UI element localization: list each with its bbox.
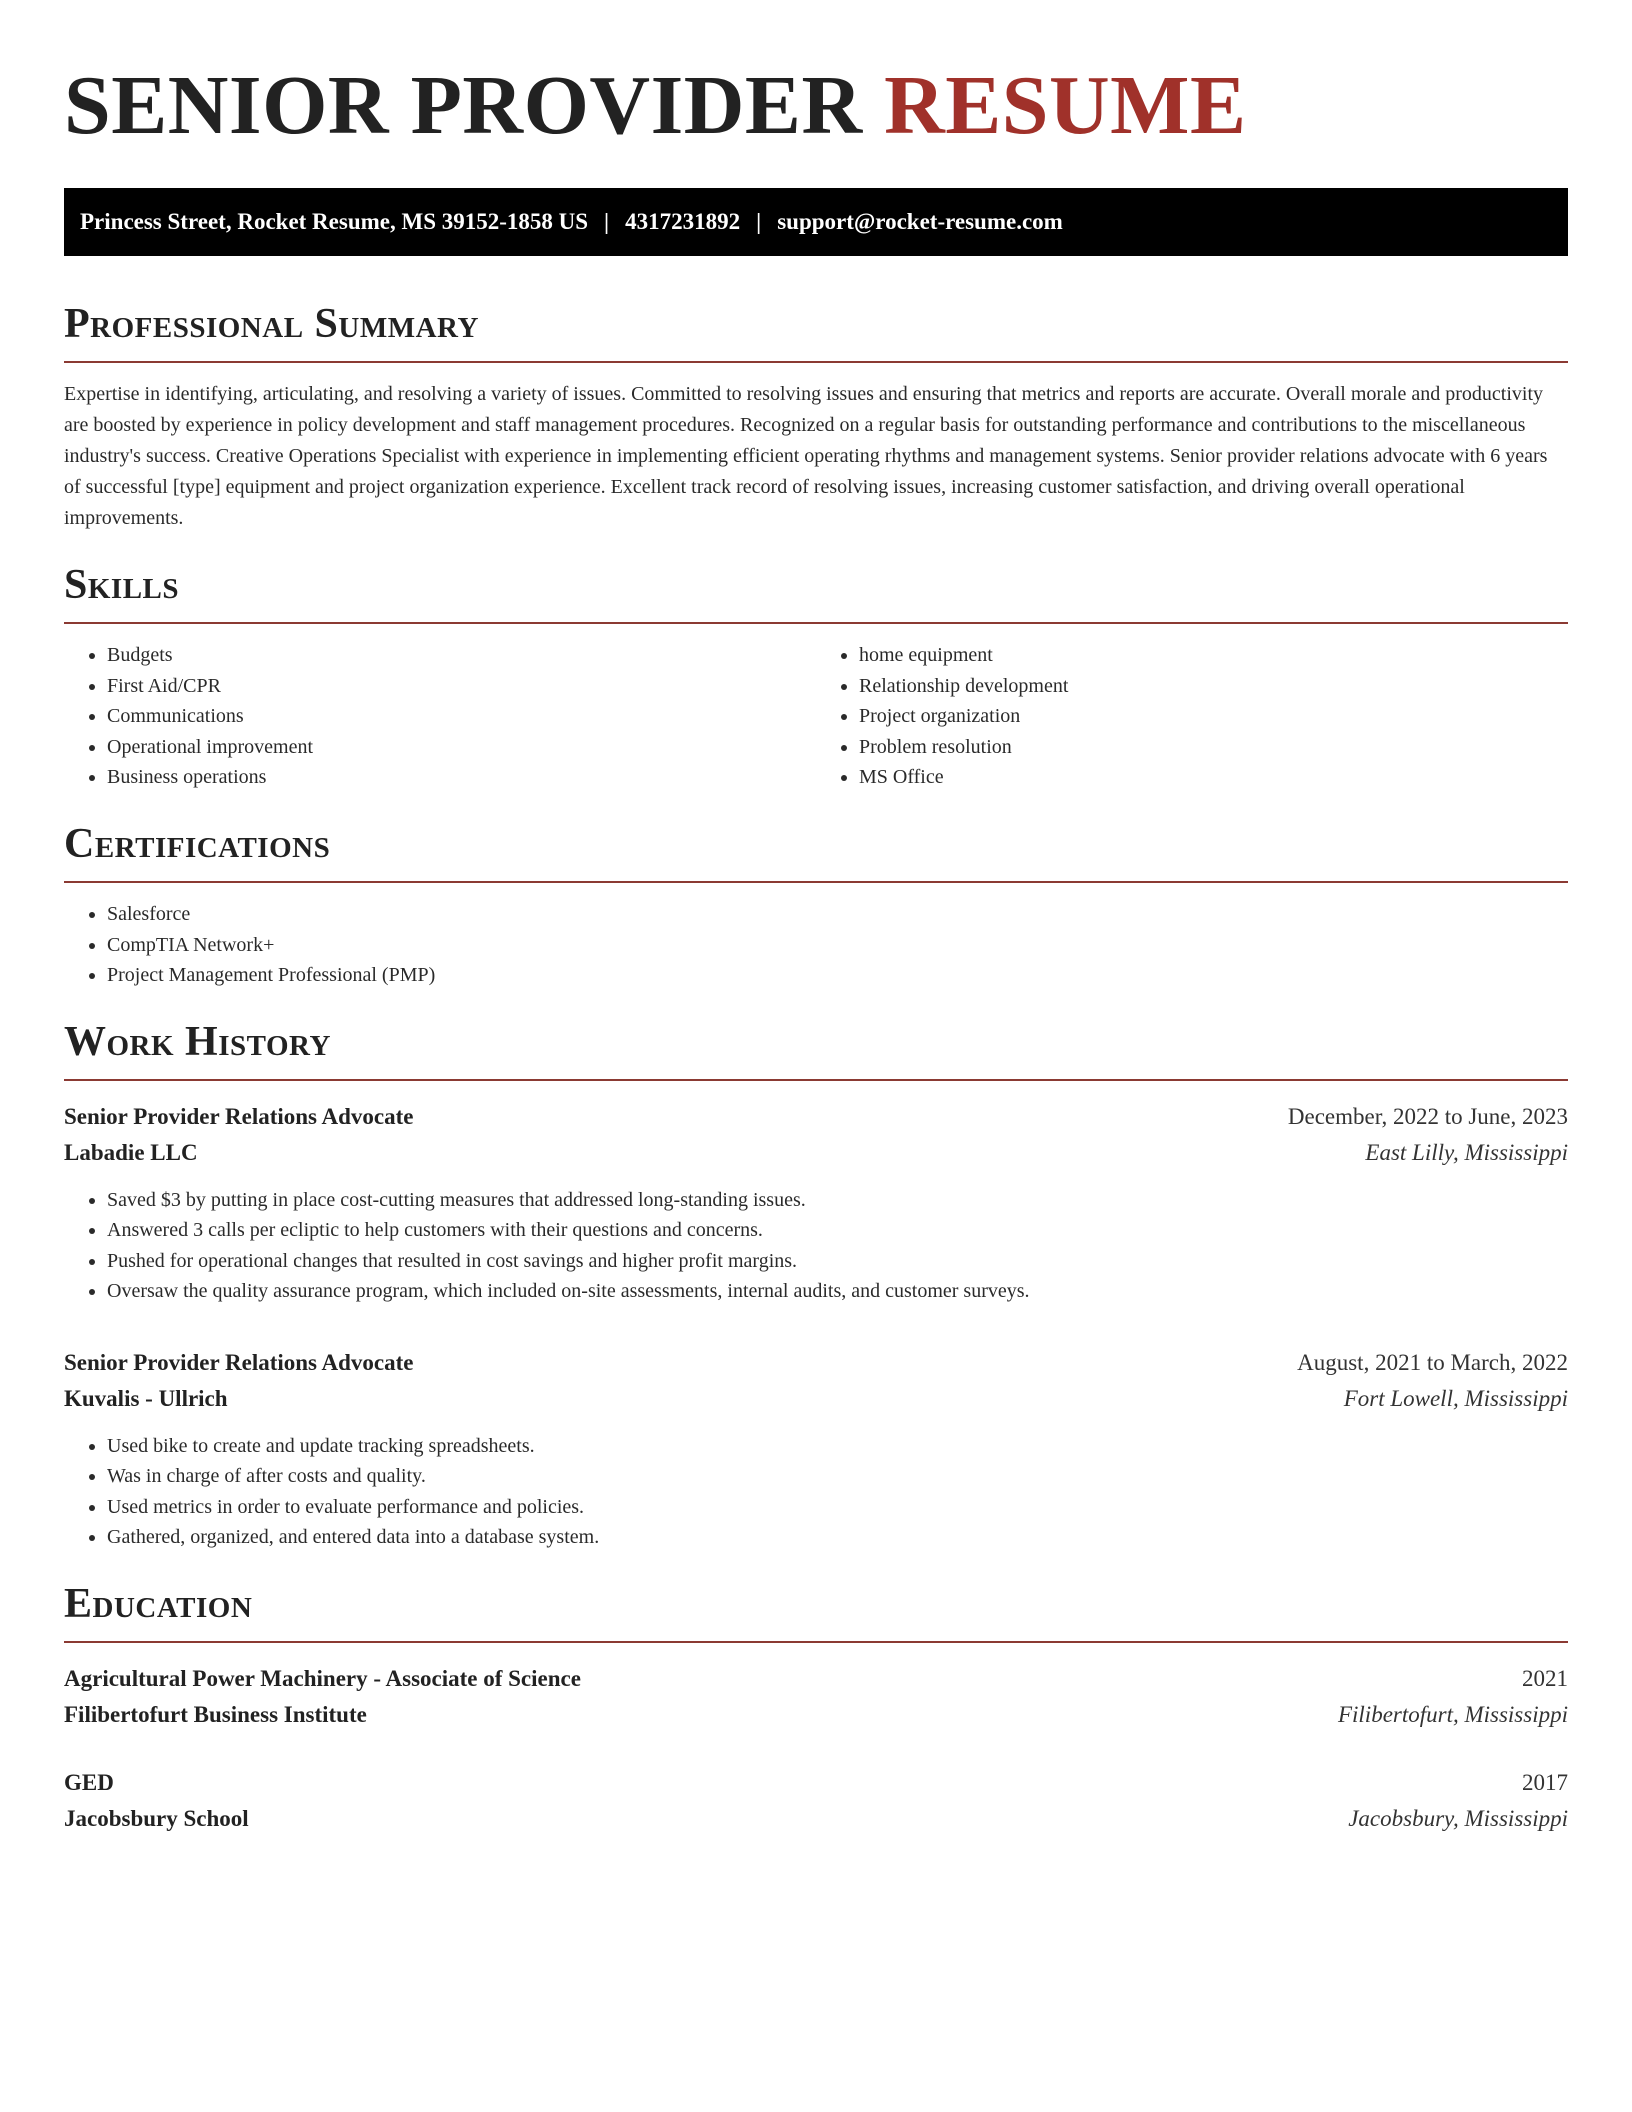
job-duties-list bbox=[64, 1431, 1568, 1553]
education-school-row bbox=[64, 1697, 1568, 1733]
skill-item: • home equipment bbox=[859, 640, 1568, 671]
job-dates: August, 2021 to March, 2022 bbox=[1297, 1349, 1568, 1375]
skills-section bbox=[64, 562, 1568, 793]
education-section bbox=[64, 1581, 1568, 1837]
summary-heading: Professional Summary bbox=[64, 301, 479, 347]
education-location: Filibertofurt, Mississippi bbox=[1337, 1701, 1568, 1727]
job-company: Kuvalis - Ullrich bbox=[64, 1385, 228, 1411]
job-company: Labadie LLC bbox=[64, 1139, 198, 1165]
job-company-row bbox=[64, 1381, 1568, 1417]
job-duty: • Answered 3 calls per ecliptic to help customers with their questions and concerns. bbox=[107, 1215, 1568, 1246]
section-divider bbox=[64, 1079, 1568, 1081]
education-entry bbox=[64, 1661, 1568, 1733]
job-duty: • Oversaw the quality assurance program, which included on-site assessments, internal audits, and customer surveys. bbox=[107, 1276, 1568, 1307]
job-duty: • Saved $3 by putting in place cost-cutting measures that addressed long-standing issues. bbox=[107, 1185, 1568, 1216]
education-year: 2021 bbox=[1522, 1665, 1568, 1691]
job-entry bbox=[64, 1099, 1568, 1307]
job-duty: • Used metrics in order to evaluate performance and policies. bbox=[107, 1492, 1568, 1523]
job-title: Senior Provider Relations Advocate bbox=[64, 1103, 414, 1129]
work-history-section bbox=[64, 1019, 1568, 1553]
job-location: East Lilly, Mississippi bbox=[1365, 1139, 1568, 1165]
education-degree: Agricultural Power Machinery - Associate of Science bbox=[64, 1665, 581, 1691]
job-duty: • Used bike to create and update tracking spreadsheets. bbox=[107, 1431, 1568, 1462]
title-accent: RESUME bbox=[884, 59, 1247, 152]
contact-address: Princess Street, Rocket Resume, MS 39152-1858 US bbox=[80, 209, 589, 234]
job-duties-list bbox=[64, 1185, 1568, 1307]
certification-item: • Salesforce bbox=[107, 899, 1568, 930]
certifications-heading: Certifications bbox=[64, 820, 331, 867]
job-header-row bbox=[64, 1099, 1568, 1135]
job-dates: December, 2022 to June, 2023 bbox=[1287, 1103, 1568, 1129]
section-divider bbox=[64, 881, 1568, 883]
contact-separator: | bbox=[756, 209, 762, 234]
summary-section bbox=[64, 301, 1568, 534]
education-degree: GED bbox=[64, 1769, 114, 1795]
skill-item: • Budgets bbox=[107, 640, 816, 671]
skill-item: • MS Office bbox=[859, 762, 1568, 793]
resume-title bbox=[64, 59, 1568, 152]
job-company-row bbox=[64, 1135, 1568, 1171]
work-history-heading: Work History bbox=[64, 1018, 331, 1065]
certification-item: • Project Management Professional (PMP) bbox=[107, 960, 1568, 991]
certifications-list bbox=[64, 899, 1568, 991]
certification-item: • CompTIA Network+ bbox=[107, 930, 1568, 961]
contact-bar bbox=[64, 188, 1568, 256]
skills-list-left bbox=[64, 640, 816, 793]
education-heading: Education bbox=[64, 1580, 253, 1627]
skill-item: • Problem resolution bbox=[859, 732, 1568, 763]
skill-item: • Project organization bbox=[859, 701, 1568, 732]
skills-columns bbox=[64, 624, 1568, 793]
job-duty: • Was in charge of after costs and quality. bbox=[107, 1461, 1568, 1492]
skills-heading: Skills bbox=[64, 562, 180, 609]
education-school: Jacobsbury School bbox=[64, 1805, 249, 1831]
skills-list-right bbox=[816, 640, 1568, 793]
job-header-row bbox=[64, 1345, 1568, 1381]
job-duty: • Pushed for operational changes that resulted in cost savings and higher profit margins. bbox=[107, 1246, 1568, 1277]
contact-phone: 4317231892 bbox=[625, 209, 741, 234]
summary-text: Expertise in identifying, articulating, and resolving a variety of issues. Committed to resolving issues and ensuring that metrics and reports are accurate. Overall morale and productivity are boosted by experience in policy development and staff management procedures. Recognized on a regular basis for outstanding performance and contributions to the miscellaneous industry's success. Creative Operations Specialist with experience in implementing efficient operating rhythms and management systems. Senior provider relations advocate with 6 years of successful [type] equipment and project organization experience. Excellent track record of resolving issues, increasing customer satisfaction, and driving overall operational improvements. bbox=[64, 383, 1548, 530]
certifications-section bbox=[64, 821, 1568, 991]
skill-item: • Operational improvement bbox=[107, 732, 816, 763]
skill-item: • Business operations bbox=[107, 762, 816, 793]
contact-email: support@rocket-resume.com bbox=[777, 209, 1063, 234]
education-year: 2017 bbox=[1522, 1769, 1568, 1795]
skill-item: • Communications bbox=[107, 701, 816, 732]
job-location: Fort Lowell, Mississippi bbox=[1343, 1385, 1568, 1411]
skill-item: • First Aid/CPR bbox=[107, 671, 816, 702]
skill-item: • Relationship development bbox=[859, 671, 1568, 702]
job-title: Senior Provider Relations Advocate bbox=[64, 1349, 414, 1375]
education-school: Filibertofurt Business Institute bbox=[64, 1701, 367, 1727]
education-school-row bbox=[64, 1801, 1568, 1837]
education-header-row bbox=[64, 1765, 1568, 1801]
job-entry bbox=[64, 1345, 1568, 1553]
job-duty: • Gathered, organized, and entered data into a database system. bbox=[107, 1522, 1568, 1553]
section-divider bbox=[64, 361, 1568, 363]
education-header-row bbox=[64, 1661, 1568, 1697]
section-divider bbox=[64, 1641, 1568, 1643]
title-main: SENIOR PROVIDER bbox=[64, 59, 863, 152]
contact-separator: | bbox=[604, 209, 610, 234]
education-entry bbox=[64, 1765, 1568, 1837]
education-location: Jacobsbury, Mississippi bbox=[1348, 1805, 1568, 1831]
